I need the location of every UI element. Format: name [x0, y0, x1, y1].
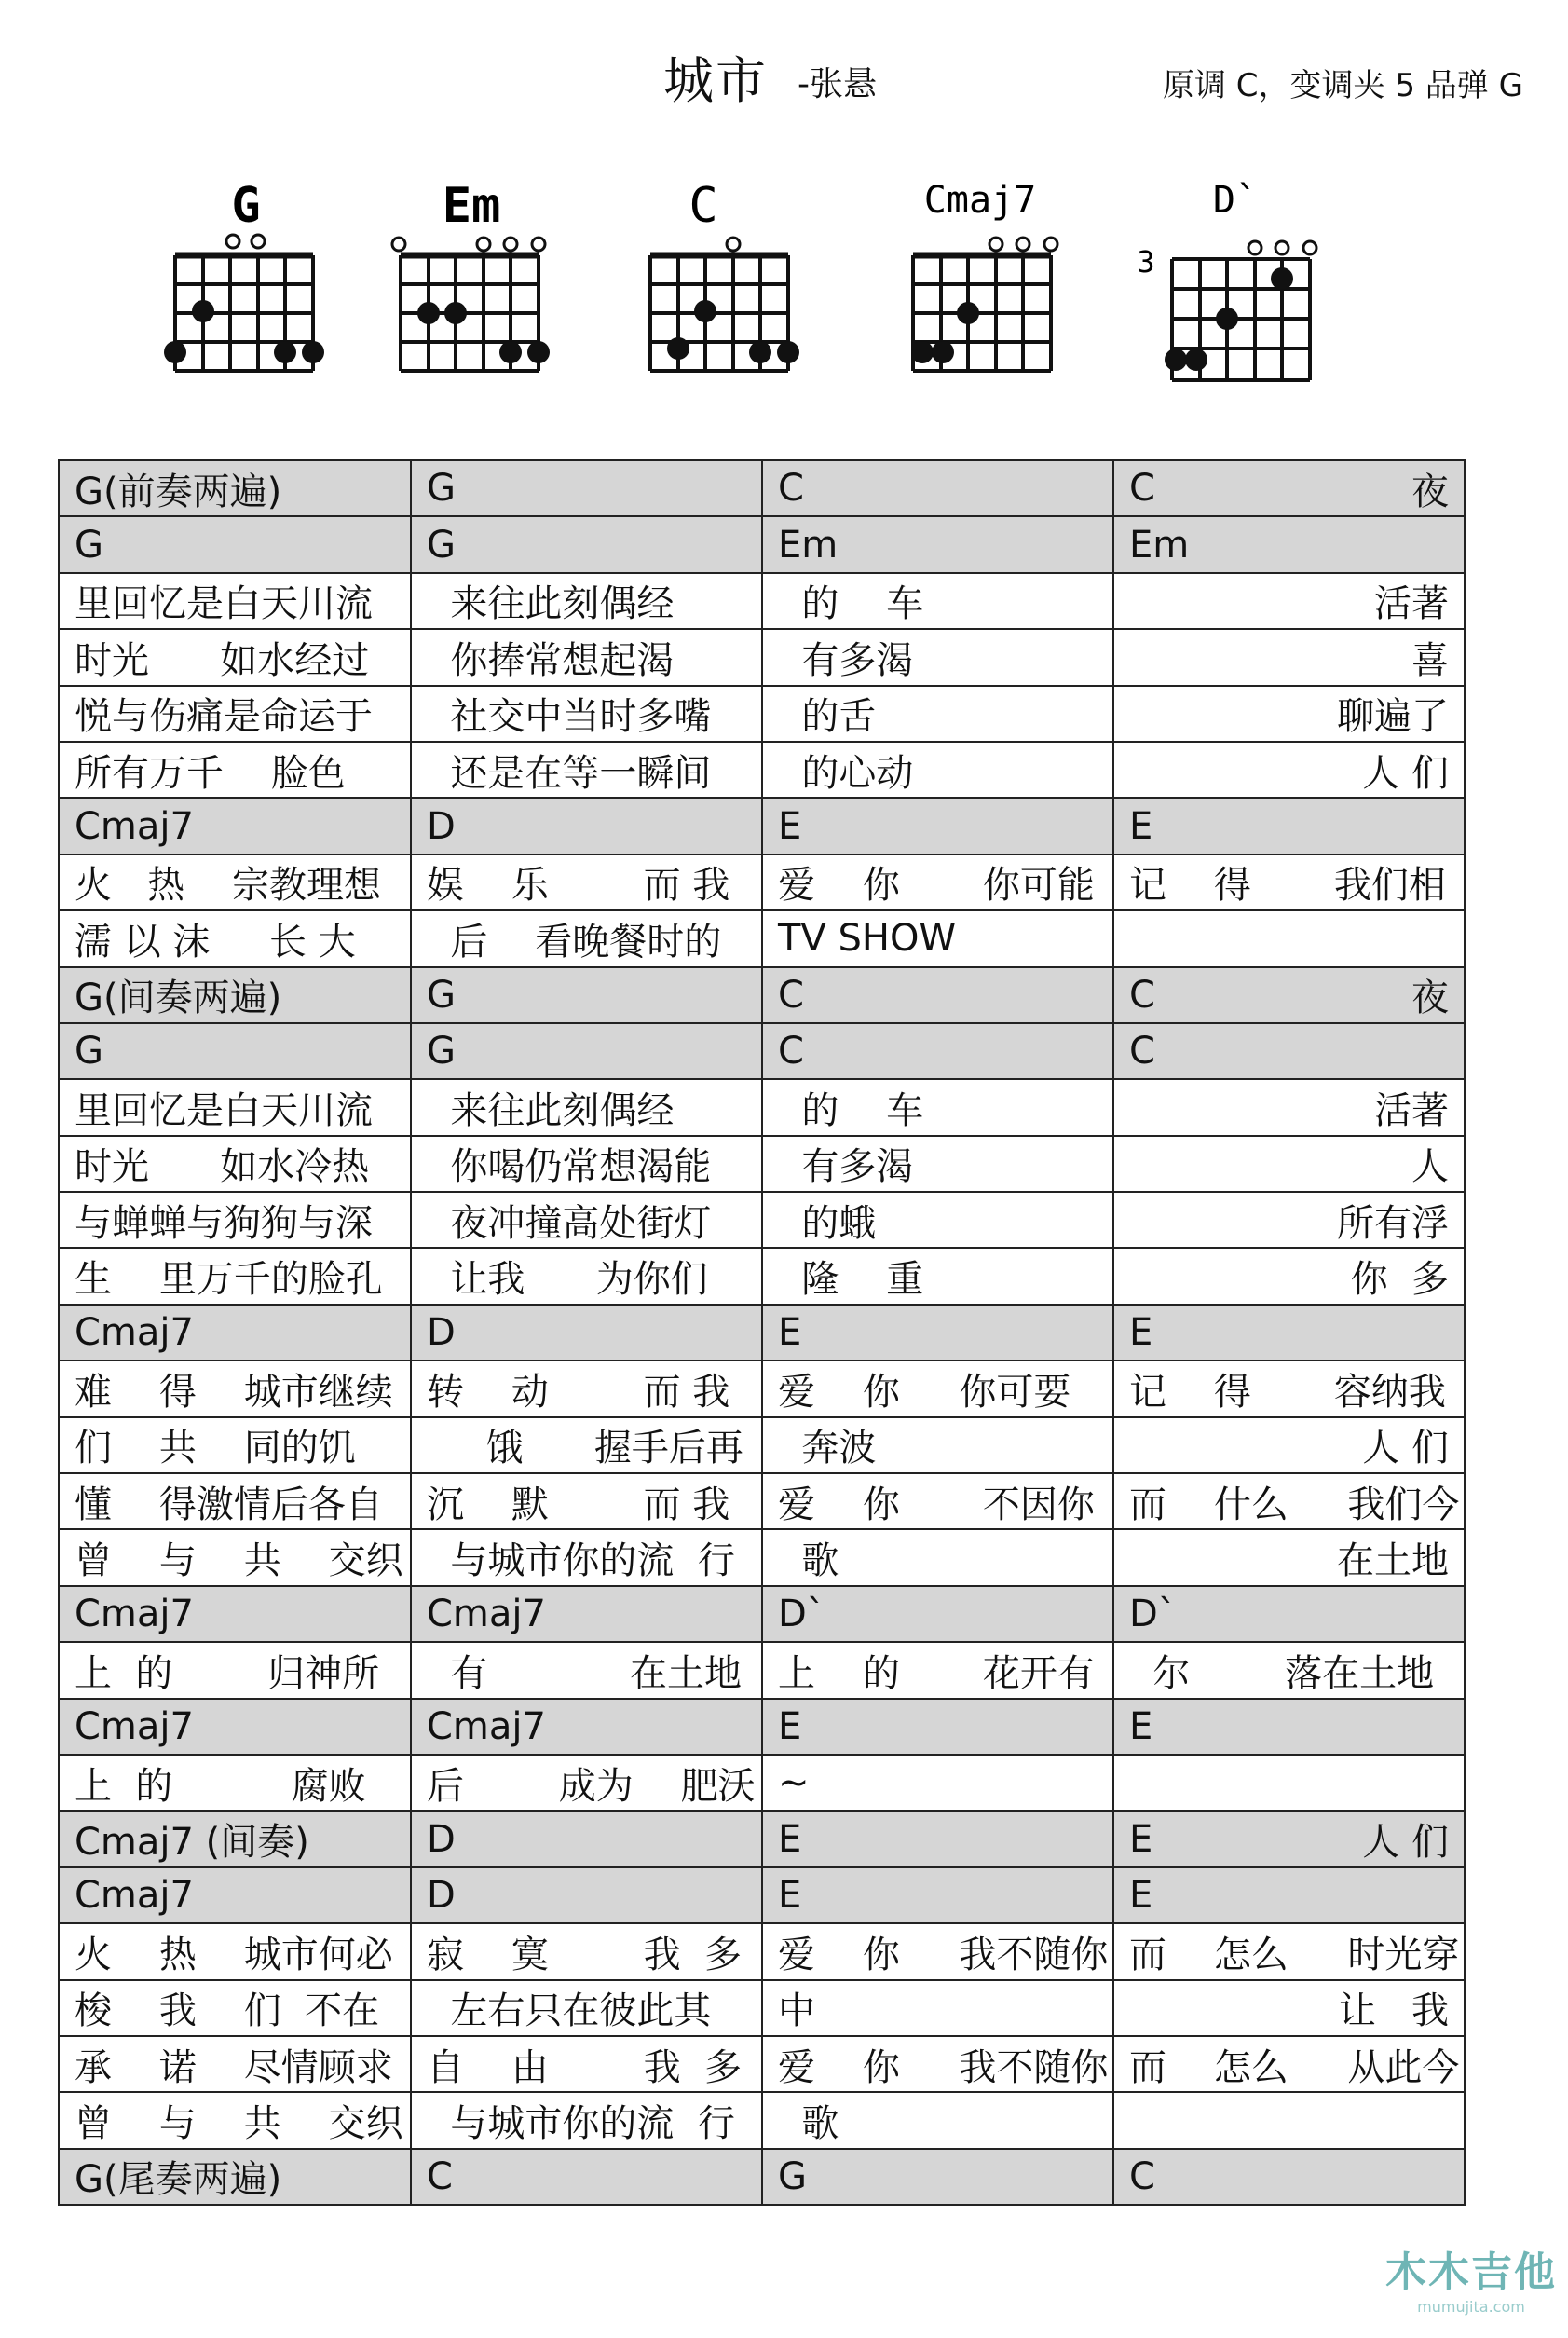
- chord-cell: Em: [762, 516, 1113, 572]
- lyric-cell: 承 诺 尽情顾求: [59, 2036, 411, 2092]
- lyric-cell: 而 什么 我们今: [1113, 1473, 1465, 1529]
- lyric-cell: [1113, 1755, 1465, 1811]
- chord-cell: D: [411, 1867, 762, 1923]
- watermark-logo: 木木吉他: [1385, 2249, 1557, 2296]
- chord-cell: E: [762, 1811, 1113, 1866]
- lyric-fragment: 夜: [1411, 470, 1449, 513]
- chord-name: G: [231, 178, 261, 234]
- chord-row: [59, 1867, 1465, 1923]
- chord-cell: G(前奏两遍): [59, 460, 411, 516]
- lyric-row: [59, 2036, 1465, 2092]
- lyric-cell: 上 的 花开有: [762, 1642, 1113, 1698]
- chord-name: D`: [1212, 179, 1259, 222]
- lyric-cell: 的 车: [762, 573, 1113, 629]
- lyric-cell: [1113, 910, 1465, 966]
- lyric-cell: 人: [1113, 1136, 1465, 1192]
- chord-cell: D`: [1113, 1586, 1465, 1642]
- lyric-cell: 曾 与 共 交织: [59, 2092, 411, 2148]
- lyric-cell: 爱 你 你可能: [762, 855, 1113, 910]
- lyric-cell: 记 得 容纳我: [1113, 1360, 1465, 1416]
- lyric-cell: 爱 你 不因你: [762, 1473, 1113, 1529]
- lyric-fragment: 人 们: [1362, 1821, 1449, 1865]
- lyric-cell: 饿 握手后再: [411, 1417, 762, 1473]
- chord-cell: Cmaj7: [411, 1586, 762, 1642]
- lyric-cell: 上 的 归神所: [59, 1642, 411, 1698]
- chord-cell: Em: [1113, 516, 1465, 572]
- lyric-cell: 让 我: [1113, 1980, 1465, 2036]
- lyric-cell: 转 动 而 我: [411, 1360, 762, 1416]
- lyric-row: [59, 1192, 1465, 1248]
- lyric-cell: 与城市你的流 行: [411, 1529, 762, 1585]
- chord-cell: Cmaj7: [59, 1699, 411, 1755]
- song-author: -张悬: [798, 65, 877, 103]
- lyric-cell: 聊遍了: [1113, 686, 1465, 742]
- lyric-cell: 与蝉蝉与狗狗与深: [59, 1192, 411, 1248]
- lyric-cell: 寂 寞 我 多: [411, 1923, 762, 1979]
- lyric-cell: 喜: [1113, 629, 1465, 685]
- lyric-cell: 们 共 同的饥: [59, 1417, 411, 1473]
- lyric-row: [59, 2092, 1465, 2148]
- chord-cell: E: [1113, 1867, 1465, 1923]
- chord-row: [59, 798, 1465, 854]
- chord-cell: D`: [762, 1586, 1113, 1642]
- watermark: [1385, 2238, 1557, 2316]
- chord-cell: C: [762, 967, 1113, 1023]
- lyric-cell: 所有万千 脸色: [59, 742, 411, 798]
- chord-cell: C: [762, 460, 1113, 516]
- chord-cell: E: [1113, 1305, 1465, 1360]
- lyric-cell: 火 热 宗教理想: [59, 855, 411, 910]
- lyric-cell: 活著: [1113, 1079, 1465, 1135]
- lyric-cell: 有 在土地: [411, 1642, 762, 1698]
- chord-cell: [1113, 460, 1465, 516]
- lyric-row: [59, 1755, 1465, 1811]
- lyric-row: [59, 1980, 1465, 2036]
- lyric-cell: ~: [762, 1755, 1113, 1811]
- key-info: 原调 C，变调夹 5 品弹 G: [1163, 67, 1523, 104]
- lyric-cell: 里回忆是白天川流: [59, 573, 411, 629]
- lyric-row: [59, 1360, 1465, 1416]
- chord-cell: D: [411, 1811, 762, 1866]
- chord-cell: Cmaj7: [59, 1305, 411, 1360]
- lyric-cell: 的舌: [762, 686, 1113, 742]
- chord-cell: G: [411, 1023, 762, 1079]
- lyric-cell: 你喝仍常想渴能: [411, 1136, 762, 1192]
- chord-label: E: [1129, 1817, 1153, 1861]
- chord-cell: E: [762, 1305, 1113, 1360]
- lyric-row: [59, 573, 1465, 629]
- lyric-row: [59, 1473, 1465, 1529]
- lyric-cell: 你 多: [1113, 1248, 1465, 1304]
- lyric-cell: 尔 落在土地: [1113, 1642, 1465, 1698]
- chord-name: Cmaj7: [923, 179, 1037, 222]
- chord-cell: G: [762, 2149, 1113, 2205]
- chord-diagram-cmaj7: [911, 179, 1057, 371]
- lyric-cell: 梭 我 们 不在: [59, 1980, 411, 2036]
- lyric-cell: 你捧常想起渴: [411, 629, 762, 685]
- chord-cell: Cmaj7: [59, 1586, 411, 1642]
- chord-cell: D: [411, 1305, 762, 1360]
- fret-label: 3: [1137, 244, 1155, 280]
- lyric-row: [59, 910, 1465, 966]
- chord-diagram-em: [392, 178, 550, 371]
- lyric-row: [59, 1529, 1465, 1585]
- lyric-cell: 的心动: [762, 742, 1113, 798]
- chord-diagram-g: [164, 178, 324, 371]
- lyric-cell: 濡 以 沫 长 大: [59, 910, 411, 966]
- lyric-cell: 夜冲撞高处街灯: [411, 1192, 762, 1248]
- lyric-cell: 自 由 我 多: [411, 2036, 762, 2092]
- lyric-cell: 所有浮: [1113, 1192, 1465, 1248]
- lyric-cell: [1113, 2092, 1465, 2148]
- chord-cell: G(间奏两遍): [59, 967, 411, 1023]
- lyric-cell: 而 怎么 从此今: [1113, 2036, 1465, 2092]
- chord-cell: Cmaj7: [59, 1867, 411, 1923]
- lyric-cell: 有多渴: [762, 629, 1113, 685]
- chord-cell: G(尾奏两遍): [59, 2149, 411, 2205]
- lyric-cell: 娱 乐 而 我: [411, 855, 762, 910]
- lyric-cell: 上 的 腐败: [59, 1755, 411, 1811]
- lyric-cell: 里回忆是白天川流: [59, 1079, 411, 1135]
- lyric-cell: 懂 得激情后各自: [59, 1473, 411, 1529]
- chord-cell: Cmaj7: [411, 1699, 762, 1755]
- lyric-row: [59, 855, 1465, 910]
- chord-cell: G: [411, 460, 762, 516]
- song-title: 城市: [663, 51, 768, 110]
- lyric-cell: 人 们: [1113, 1417, 1465, 1473]
- chord-cell: G: [411, 967, 762, 1023]
- lyric-cell: 爱 你 我不随你: [762, 1923, 1113, 1979]
- lyric-cell: 中: [762, 1980, 1113, 2036]
- lyric-cell: 难 得 城市继续: [59, 1360, 411, 1416]
- lyric-cell: 曾 与 共 交织: [59, 1529, 411, 1585]
- chord-cell: C: [1113, 1023, 1465, 1079]
- lyric-cell: 奔波: [762, 1417, 1113, 1473]
- lyric-cell: 歌: [762, 2092, 1113, 2148]
- lyric-cell: 活著: [1113, 573, 1465, 629]
- chord-cell: G: [411, 516, 762, 572]
- lyric-row: [59, 1079, 1465, 1135]
- lyric-cell: 时光 如水经过: [59, 629, 411, 685]
- chord-cell: [1113, 967, 1465, 1023]
- lyric-cell: 人 们: [1113, 742, 1465, 798]
- lyric-cell: 爱 你 我不随你: [762, 2036, 1113, 2092]
- lyric-cell: 时光 如水冷热: [59, 1136, 411, 1192]
- lyric-cell: 歌: [762, 1529, 1113, 1585]
- lyric-cell: 来往此刻偶经: [411, 573, 762, 629]
- lyric-row: [59, 1248, 1465, 1304]
- chord-row: [59, 1811, 1465, 1866]
- lyric-fragment: 夜: [1411, 977, 1449, 1020]
- chord-cell: G: [59, 1023, 411, 1079]
- lyric-cell: 生 里万千的脸孔: [59, 1248, 411, 1304]
- lyric-row: [59, 1642, 1465, 1698]
- chord-row: [59, 1305, 1465, 1360]
- lyric-row: [59, 1136, 1465, 1192]
- chord-cell: E: [1113, 1699, 1465, 1755]
- chord-label: C: [1129, 467, 1155, 511]
- chord-cell: E: [762, 1867, 1113, 1923]
- chord-row: [59, 460, 1465, 516]
- lyric-row: [59, 1923, 1465, 1979]
- chord-diagram-d-prime: [1137, 179, 1316, 380]
- lyric-cell: TV SHOW: [762, 910, 1113, 966]
- chord-cell: [1113, 1811, 1465, 1866]
- chord-diagrams: [0, 0, 1568, 438]
- lyric-cell: 后 看晚餐时的: [411, 910, 762, 966]
- chord-cell: C: [411, 2149, 762, 2205]
- chord-cell: Cmaj7: [59, 798, 411, 854]
- chord-cell: G: [59, 516, 411, 572]
- lyric-cell: 的蛾: [762, 1192, 1113, 1248]
- chord-cell: E: [1113, 798, 1465, 854]
- chord-cell: C: [762, 1023, 1113, 1079]
- lyric-cell: 来往此刻偶经: [411, 1079, 762, 1135]
- chord-row: [59, 1023, 1465, 1079]
- lyric-cell: 让我 为你们: [411, 1248, 762, 1304]
- lyric-cell: 还是在等一瞬间: [411, 742, 762, 798]
- lyric-cell: 而 怎么 时光穿: [1113, 1923, 1465, 1979]
- chord-diagram-c: [650, 178, 799, 371]
- lyric-cell: 沉 默 而 我: [411, 1473, 762, 1529]
- lyric-row: [59, 1417, 1465, 1473]
- chord-row: [59, 516, 1465, 572]
- lyric-cell: 爱 你 你可要: [762, 1360, 1113, 1416]
- chord-row: [59, 1586, 1465, 1642]
- lyric-cell: 火 热 城市何必: [59, 1923, 411, 1979]
- lyric-row: [59, 629, 1465, 685]
- chord-name: C: [689, 178, 718, 234]
- chord-label: C: [1129, 973, 1155, 1017]
- chord-row: [59, 967, 1465, 1023]
- lyric-cell: 隆 重: [762, 1248, 1113, 1304]
- lyric-cell: 与城市你的流 行: [411, 2092, 762, 2148]
- lyric-cell: 在土地: [1113, 1529, 1465, 1585]
- lyric-cell: 记 得 我们相: [1113, 855, 1465, 910]
- chord-cell: Cmaj7 (间奏): [59, 1811, 411, 1866]
- chord-row: [59, 1699, 1465, 1755]
- watermark-url: mumujita.com: [1417, 2298, 1525, 2316]
- lyric-cell: 后 成为 肥沃: [411, 1755, 762, 1811]
- chord-row: [59, 2149, 1465, 2205]
- chord-cell: E: [762, 1699, 1113, 1755]
- lyric-cell: 的 车: [762, 1079, 1113, 1135]
- chord-lyric-table: [58, 459, 1466, 2206]
- lyric-cell: 有多渴: [762, 1136, 1113, 1192]
- chord-name: Em: [442, 178, 501, 234]
- lyric-cell: 左右只在彼此其: [411, 1980, 762, 2036]
- chord-cell: E: [762, 798, 1113, 854]
- lyric-row: [59, 742, 1465, 798]
- lyric-row: [59, 686, 1465, 742]
- lyric-cell: 悦与伤痛是命运于: [59, 686, 411, 742]
- chord-cell: C: [1113, 2149, 1465, 2205]
- chord-cell: D: [411, 798, 762, 854]
- lyric-cell: 社交中当时多嘴: [411, 686, 762, 742]
